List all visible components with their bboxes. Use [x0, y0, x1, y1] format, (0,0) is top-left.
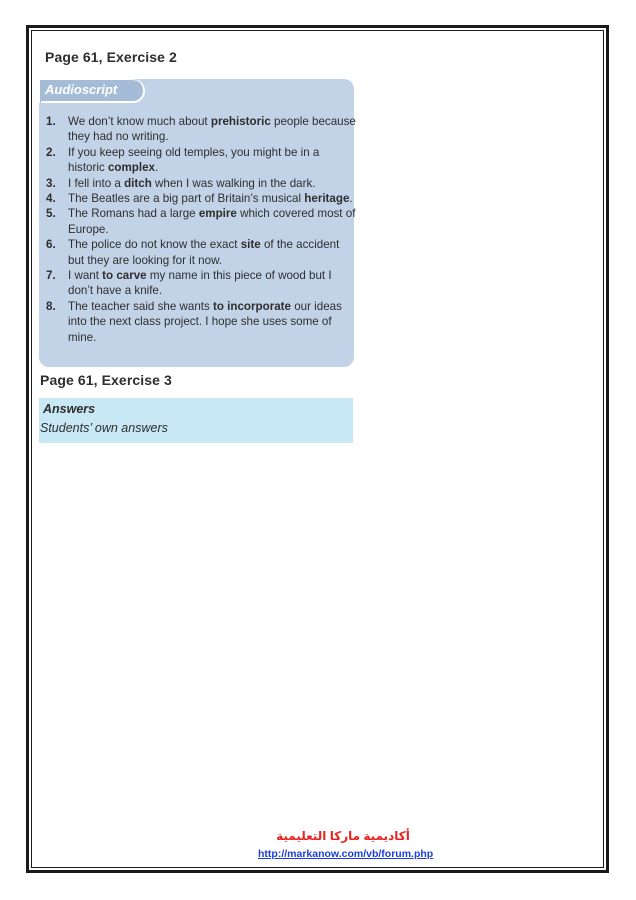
item-text: people because they had no writing.	[68, 115, 356, 144]
footer-academy-name: أكاديمية ماركا التعليمية	[276, 829, 410, 843]
item-text: The Beatles are a big part of Britain’s musical	[68, 192, 305, 206]
item-text: of the accident but they are looking for it now.	[68, 238, 340, 267]
item-text: The police do not know the exact	[68, 238, 241, 252]
footer-forum-link[interactable]: http://markanow.com/vb/forum.php	[258, 848, 434, 860]
exercise-3-heading: Page 61, Exercise 3	[40, 372, 172, 388]
item-number: 5.	[46, 207, 56, 221]
item-text: I fell into a	[68, 176, 125, 190]
item-text: which covered most of Europe.	[68, 207, 356, 236]
audioscript-item	[46, 268, 356, 299]
vocabulary-word: complex	[107, 161, 155, 175]
audioscript-item	[46, 299, 356, 345]
vocabulary-word: site	[240, 238, 261, 252]
item-number: 4.	[46, 192, 56, 206]
vocabulary-word: to incorporate	[213, 299, 291, 313]
vocabulary-word: ditch	[124, 176, 152, 190]
item-text: .	[349, 192, 353, 206]
item-number: 8.	[46, 299, 56, 313]
audioscript-item	[46, 176, 356, 191]
item-text: .	[155, 161, 159, 175]
item-number: 6.	[46, 238, 56, 252]
item-number: 1.	[46, 115, 56, 128]
audioscript-item	[46, 191, 356, 206]
item-text: my name in this piece of wood but I don’t have a knife.	[68, 269, 332, 298]
vocabulary-word: to carve	[102, 269, 147, 283]
item-text: If you keep seeing old temples, you might be in a historic	[68, 145, 320, 175]
item-number: 7.	[46, 269, 56, 283]
item-text: when I was walking in the dark.	[151, 176, 316, 190]
answers-text: Students’ own answers	[40, 421, 168, 435]
audioscript-item	[46, 206, 356, 237]
item-text: I want	[68, 269, 103, 283]
vocabulary-word: heritage	[304, 192, 350, 206]
audioscript-item	[46, 237, 356, 268]
item-number: 3.	[46, 176, 56, 190]
vocabulary-word: prehistoric	[210, 115, 271, 128]
audioscript-tab-label: Audioscript	[45, 82, 118, 97]
audioscript-list	[46, 114, 356, 345]
exercise-2-heading: Page 61, Exercise 2	[45, 49, 177, 65]
vocabulary-word: empire	[198, 207, 237, 221]
item-text: We don’t know much about	[68, 115, 211, 128]
item-text: The Romans had a large	[68, 207, 199, 221]
audioscript-item	[46, 145, 356, 176]
audioscript-item	[46, 114, 356, 145]
item-text: our ideas into the next class project. I hope she uses some of mine.	[68, 299, 342, 344]
answers-title: Answers	[43, 402, 96, 416]
item-number: 2.	[46, 145, 56, 159]
item-text: The teacher said she wants	[68, 299, 214, 313]
